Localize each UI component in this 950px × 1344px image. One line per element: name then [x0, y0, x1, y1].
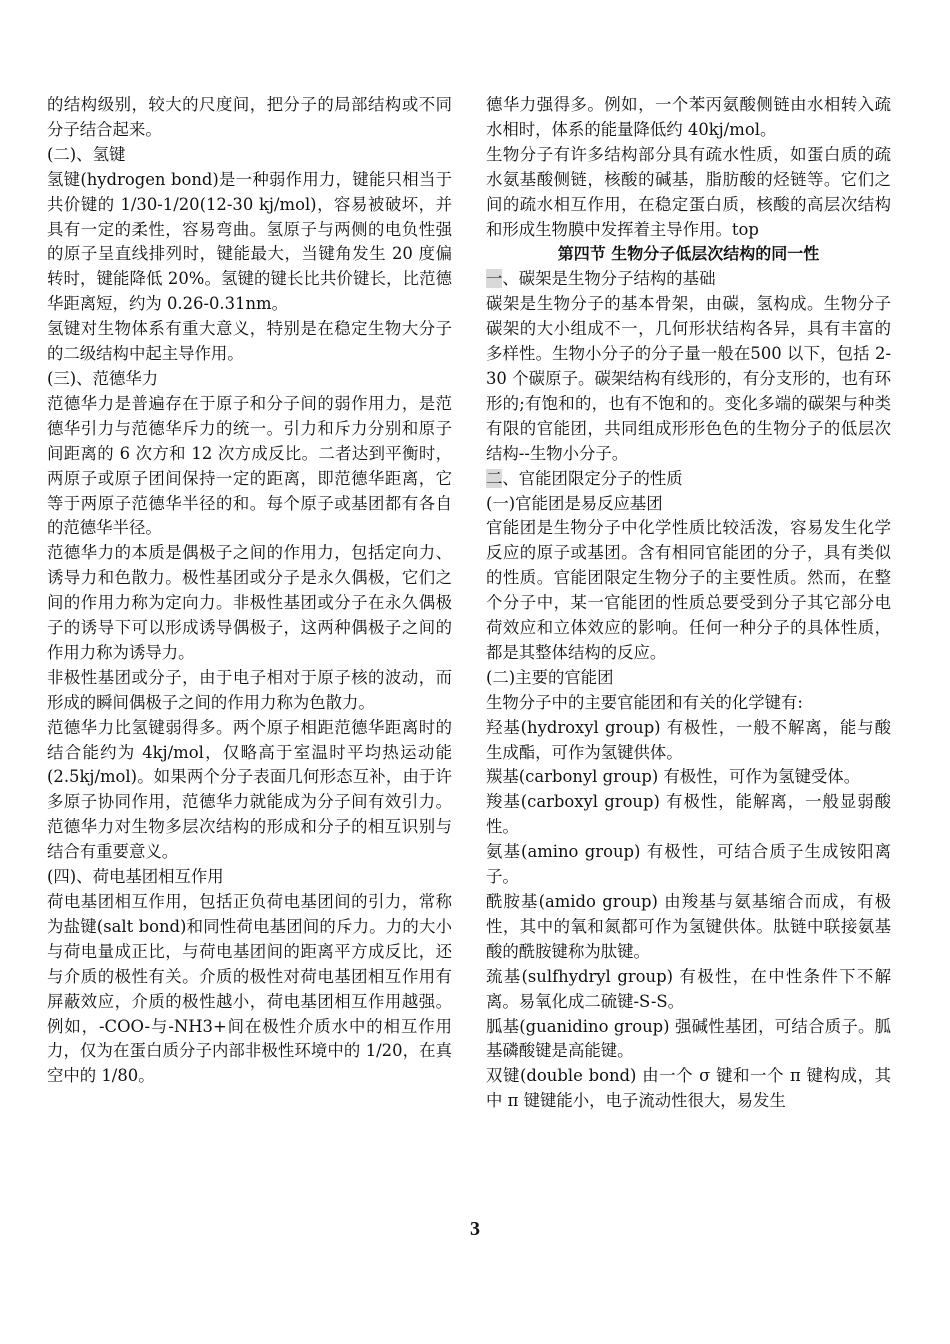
subheading-reactive-groups: (一)官能团是易反应基团: [486, 493, 663, 513]
paragraph: 的结构级别，较大的尺度间，把分子的局部结构或不同分子结合起来。: [47, 95, 452, 139]
list-item-carbonyl: 羰基(carbonyl group) 有极性，可作为氢键受体。: [486, 767, 861, 787]
paragraph: 生物分子中的主要官能团和有关的化学键有:: [486, 692, 803, 712]
subheading-charged-groups: (四)、荷电基团相互作用: [47, 867, 224, 887]
subheading-text: 、碳架是生物分子结构的基础: [502, 269, 716, 289]
paragraph: 荷电基团相互作用，包括正负荷电基团间的引力，常称为盐键(salt bond)和同性荷电基团间的斥力。力的大小与荷电量成正比，与荷电基团间的距离平方成反比，还与介质的极性有关。介质的极性对荷电基团相互作用有屏蔽效应，介质的极性越小，荷电基团相互作用越强。例如，-COO-与-NH3+间在极性介质水中的相互作用力，仅为在蛋白质分子内部非极性环境中的 1/20，在真空中的 1/80。: [47, 892, 452, 1086]
highlighted-numeral: 二: [486, 468, 503, 488]
paragraph: 氢键(hydrogen bond)是一种弱作用力，键能只相当于共价键的 1/30-1/20(12-30 kj/mol)，容易被破坏，并具有一定的柔性，容易弯曲。氢原子与两侧的电负性强的原子呈直线排列时，键能最大，当键角发生 20 度偏转时，键能降低 20%。氢键的键长比共价键长，比范德华距离短，约为 0.26-0.31nm。: [47, 169, 452, 314]
list-item-amino: 氨基(amino group) 有极性，可结合质子生成铵阳离子。: [486, 842, 891, 887]
paragraph: 非极性基团或分子，由于电子相对于原子核的波动，而形成的瞬间偶极子之间的作用力称为色散力。: [47, 667, 452, 712]
list-item-hydroxyl: 羟基(hydroxyl group) 有极性，一般不解离，能与酸生成酯，可作为氢键供体。: [486, 717, 891, 762]
subheading-text: 、官能团限定分子的性质: [502, 468, 683, 488]
subheading-hydrogen-bond: (二)、氢键: [47, 144, 126, 164]
subheading-main-groups: (二)主要的官能团: [486, 667, 614, 687]
paragraph: 碳架是生物分子的基本骨架，由碳，氢构成。生物分子碳架的大小组成不一，几何形状结构各异，具有丰富的多样性。生物小分子的分子量一般在500 以下，包括 2-30 个碳原子。碳架结构有线形的，有分支形的，也有环形的;有饱和的，也有不饱和的。变化多端的碳架与种类有限的官能团，共同组成形形色色的生物分子的低层次结构--生物小分子。: [486, 294, 891, 463]
page-number: 3: [470, 1218, 480, 1240]
paragraph: 生物分子有许多结构部分具有疏水性质，如蛋白质的疏水氨基酸侧链，核酸的碱基，脂肪酸的烃链等。它们之间的疏水相互作用，在稳定蛋白质，核酸的高层次结构和形成生物膜中发挥着主导作用。top: [486, 144, 891, 239]
left-column: [47, 93, 452, 1089]
paragraph: 氢键对生物体系有重大意义，特别是在稳定生物大分子的二级结构中起主导作用。: [47, 319, 452, 364]
highlighted-numeral: 一: [486, 269, 503, 289]
paragraph: 范德华力比氢键弱得多。两个原子相距范德华距离时的结合能约为 4kj/mol，仅略高于室温时平均热运动能(2.5kj/mol)。如果两个分子表面几何形态互补，由于许多原子协同作用，范德华力就能成为分子间有效引力。范德华力对生物多层次结构的形成和分子的相互识别与结合有重要意义。: [47, 717, 452, 862]
subheading-functional-groups: [486, 467, 891, 492]
paragraph: 范德华力的本质是偶极子之间的作用力，包括定向力、诱导力和色散力。极性基团或分子是永久偶极，它们之间的作用力称为定向力。非极性基团或分子在永久偶极子的诱导下可以形成诱导偶极子，这两种偶极子之间的作用力称为诱导力。: [47, 543, 452, 662]
subheading-van-der-waals: (三)、范德华力: [47, 368, 159, 388]
paragraph: 官能团是生物分子中化学性质比较活泼，容易发生化学反应的原子或基团。含有相同官能团的分子，具有类似的性质。官能团限定生物分子的主要性质。然而，在整个分子中，某一官能团的性质总要受到分子其它部分电荷效应和立体效应的影响。任何一种分子的具体性质，都是其整体结构的反应。: [486, 518, 891, 662]
list-item-guanidino: 胍基(guanidino group) 强碱性基团，可结合质子。胍基磷酸键是高能键。: [486, 1016, 891, 1061]
paragraph: 范德华力是普遍存在于原子和分子间的弱作用力，是范德华引力与范德华斥力的统一。引力和斥力分别和原子间距离的 6 次方和 12 次方成反比。二者达到平衡时，两原子或原子团间保持一定的距离，即范德华距离，它等于两原子范德华半径的和。每个原子或基团都有各自的范德华半径。: [47, 393, 452, 538]
paragraph: 德华力强得多。例如，一个苯丙氨酸侧链由水相转入疏水相时，体系的能量降低约 40kj/mol。: [486, 95, 891, 139]
list-item-amido: 酰胺基(amido group) 由羧基与氨基缩合而成，有极性，其中的氧和氮都可作为氢键供体。肽链中联接氨基酸的酰胺键称为肽键。: [486, 892, 891, 961]
section-title: 第四节 生物分子低层次结构的同一性: [557, 244, 820, 264]
right-column: [486, 93, 891, 1114]
subheading-carbon-skeleton: [486, 267, 891, 292]
list-item-double-bond: 双键(double bond) 由一个 σ 键和一个 π 键构成，其中 π 键键能小，电子流动性很大，易发生: [486, 1066, 891, 1111]
list-item-sulfhydryl: 巯基(sulfhydryl group) 有极性，在中性条件下不解离。易氧化成二硫键-S-S。: [486, 966, 891, 1011]
list-item-carboxyl: 羧基(carboxyl group) 有极性，能解离，一般显弱酸性。: [486, 792, 891, 837]
